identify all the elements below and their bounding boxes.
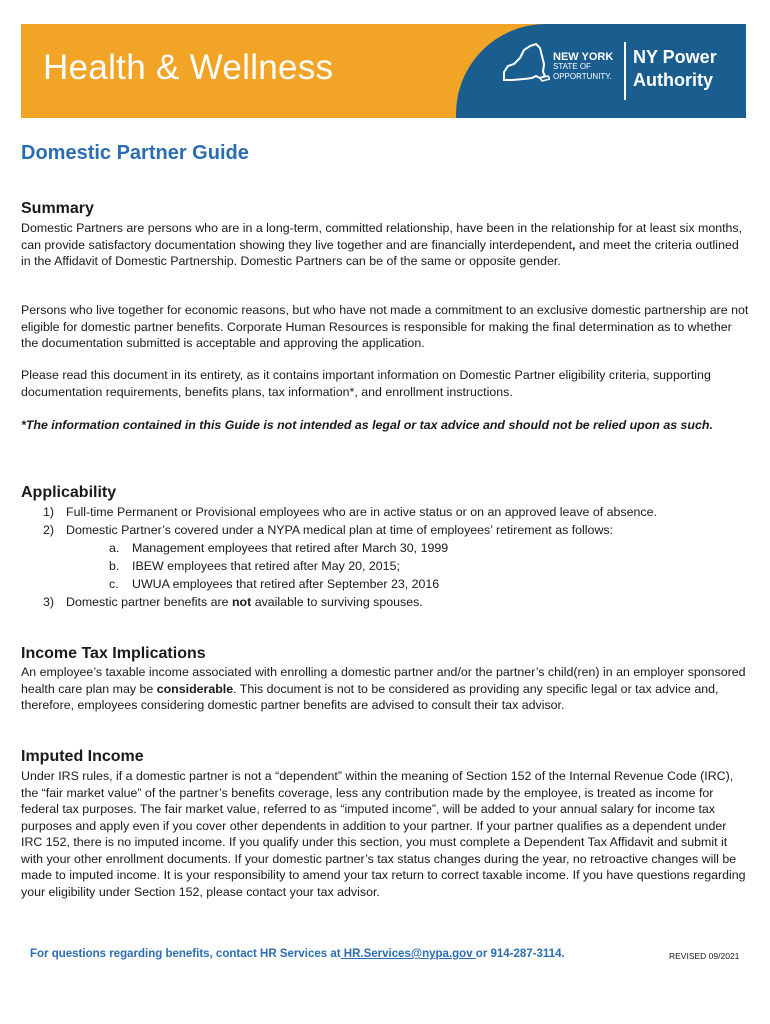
applicability-list [21,503,749,611]
income-tax-heading: Income Tax Implications [21,645,206,662]
header-title: Health & Wellness [43,48,334,87]
disclaimer-text: *The information contained in this Guide is not intended as legal or tax advice and should not be relied upon as such. [21,418,713,432]
summary-paragraph-3: Please read this document in its entirety, as it contains important information on Domestic Partner eligibility criteria, supporting documentation requirements, benefits plans, tax information*, and enrollment instructions. [21,368,711,399]
imputed-income-paragraph: Under IRS rules, if a domestic partner is not a “dependent” within the meaning of Section 152 of the Internal Revenue Code (IRC), the “fair market value” of the partner’s benefits coverage, less any contribution made by the employee, is treated as income for federal tax purposes. The fair market value, referred to as “imputed income”, will be added to your annual salary for income tax purposes and apply even if you cover other dependents in addition to your partner. If your partner qualifies as a dependent under IRC 152, there is no imputed income. If you qualify under this section, you must complete a Dependent Tax Affidavit and submit it with your other enrollment documents. If your domestic partner’s tax status changes during the year, no retroactive changes will be made to imputed income. It is your responsibility to amend your tax return to correct taxable income. If you have questions regarding your eligibility under Section 152, please contact your tax advisor. [21,769,746,899]
list-item: c. UWUA employees that retired after September 23, 2016 [109,577,440,591]
footer-contact: For questions regarding benefits, contact HR Services at HR.Services@nypa.gov or 914-287-3114. [30,948,565,960]
list-item: 2) Domestic Partner’s covered under a NYPA medical plan at time of employees’ retirement as follows: [43,523,614,537]
imputed-income-heading: Imputed Income [21,748,144,765]
applicability-heading: Applicability [21,484,117,501]
list-item: b. IBEW employees that retired after May 20, 2015; [109,559,400,573]
summary-heading: Summary [21,200,94,217]
list-item: 3) Domestic partner benefits are not available to surviving spouses. [43,595,423,609]
income-tax-paragraph: An employee’s taxable income associated with enrolling a domestic partner and/or the partner’s child(ren) in an employer sponsored health care plan may be considerable. This document is not to be considered as providing any specific legal or tax advice and, therefore, employees considering domestic partner benefits are advised to consult their tax advisor. [21,665,746,712]
revised-date: REVISED 09/2021 [669,951,740,961]
logo-divider [624,42,626,100]
list-item: a. Management employees that retired after March 30, 1999 [109,541,449,555]
nypa-logo-text: NY Power Authority [633,47,717,90]
hr-email-link[interactable]: HR.Services@nypa.gov [340,948,476,960]
summary-paragraph-2: Persons who live together for economic reasons, but who have not made a commitment to an exclusive domestic partnership are not eligible for domestic partner benefits. Corporate Human Resources is responsible for making the final determination as to whether the documentation submitted is acceptable and approving the application. [21,303,749,350]
document-title: Domestic Partner Guide [21,142,249,164]
summary-paragraph-1: Domestic Partners are persons who are in a long-term, committed relationship, have been in the relationship for at least six months, can provide satisfactory documentation showing they live together and are financially interdependent, and meet the criteria outlined in the Affidavit of Domestic Partnership. Domestic Partners can be of the same or opposite gender. [21,221,743,268]
list-item: 1) Full-time Permanent or Provisional employees who are in active status or on an approved leave of absence. [43,505,657,519]
new-york-state-map-icon [498,42,550,86]
nys-logo-text: NEW YORK STATE OF OPPORTUNITY. [553,51,614,81]
